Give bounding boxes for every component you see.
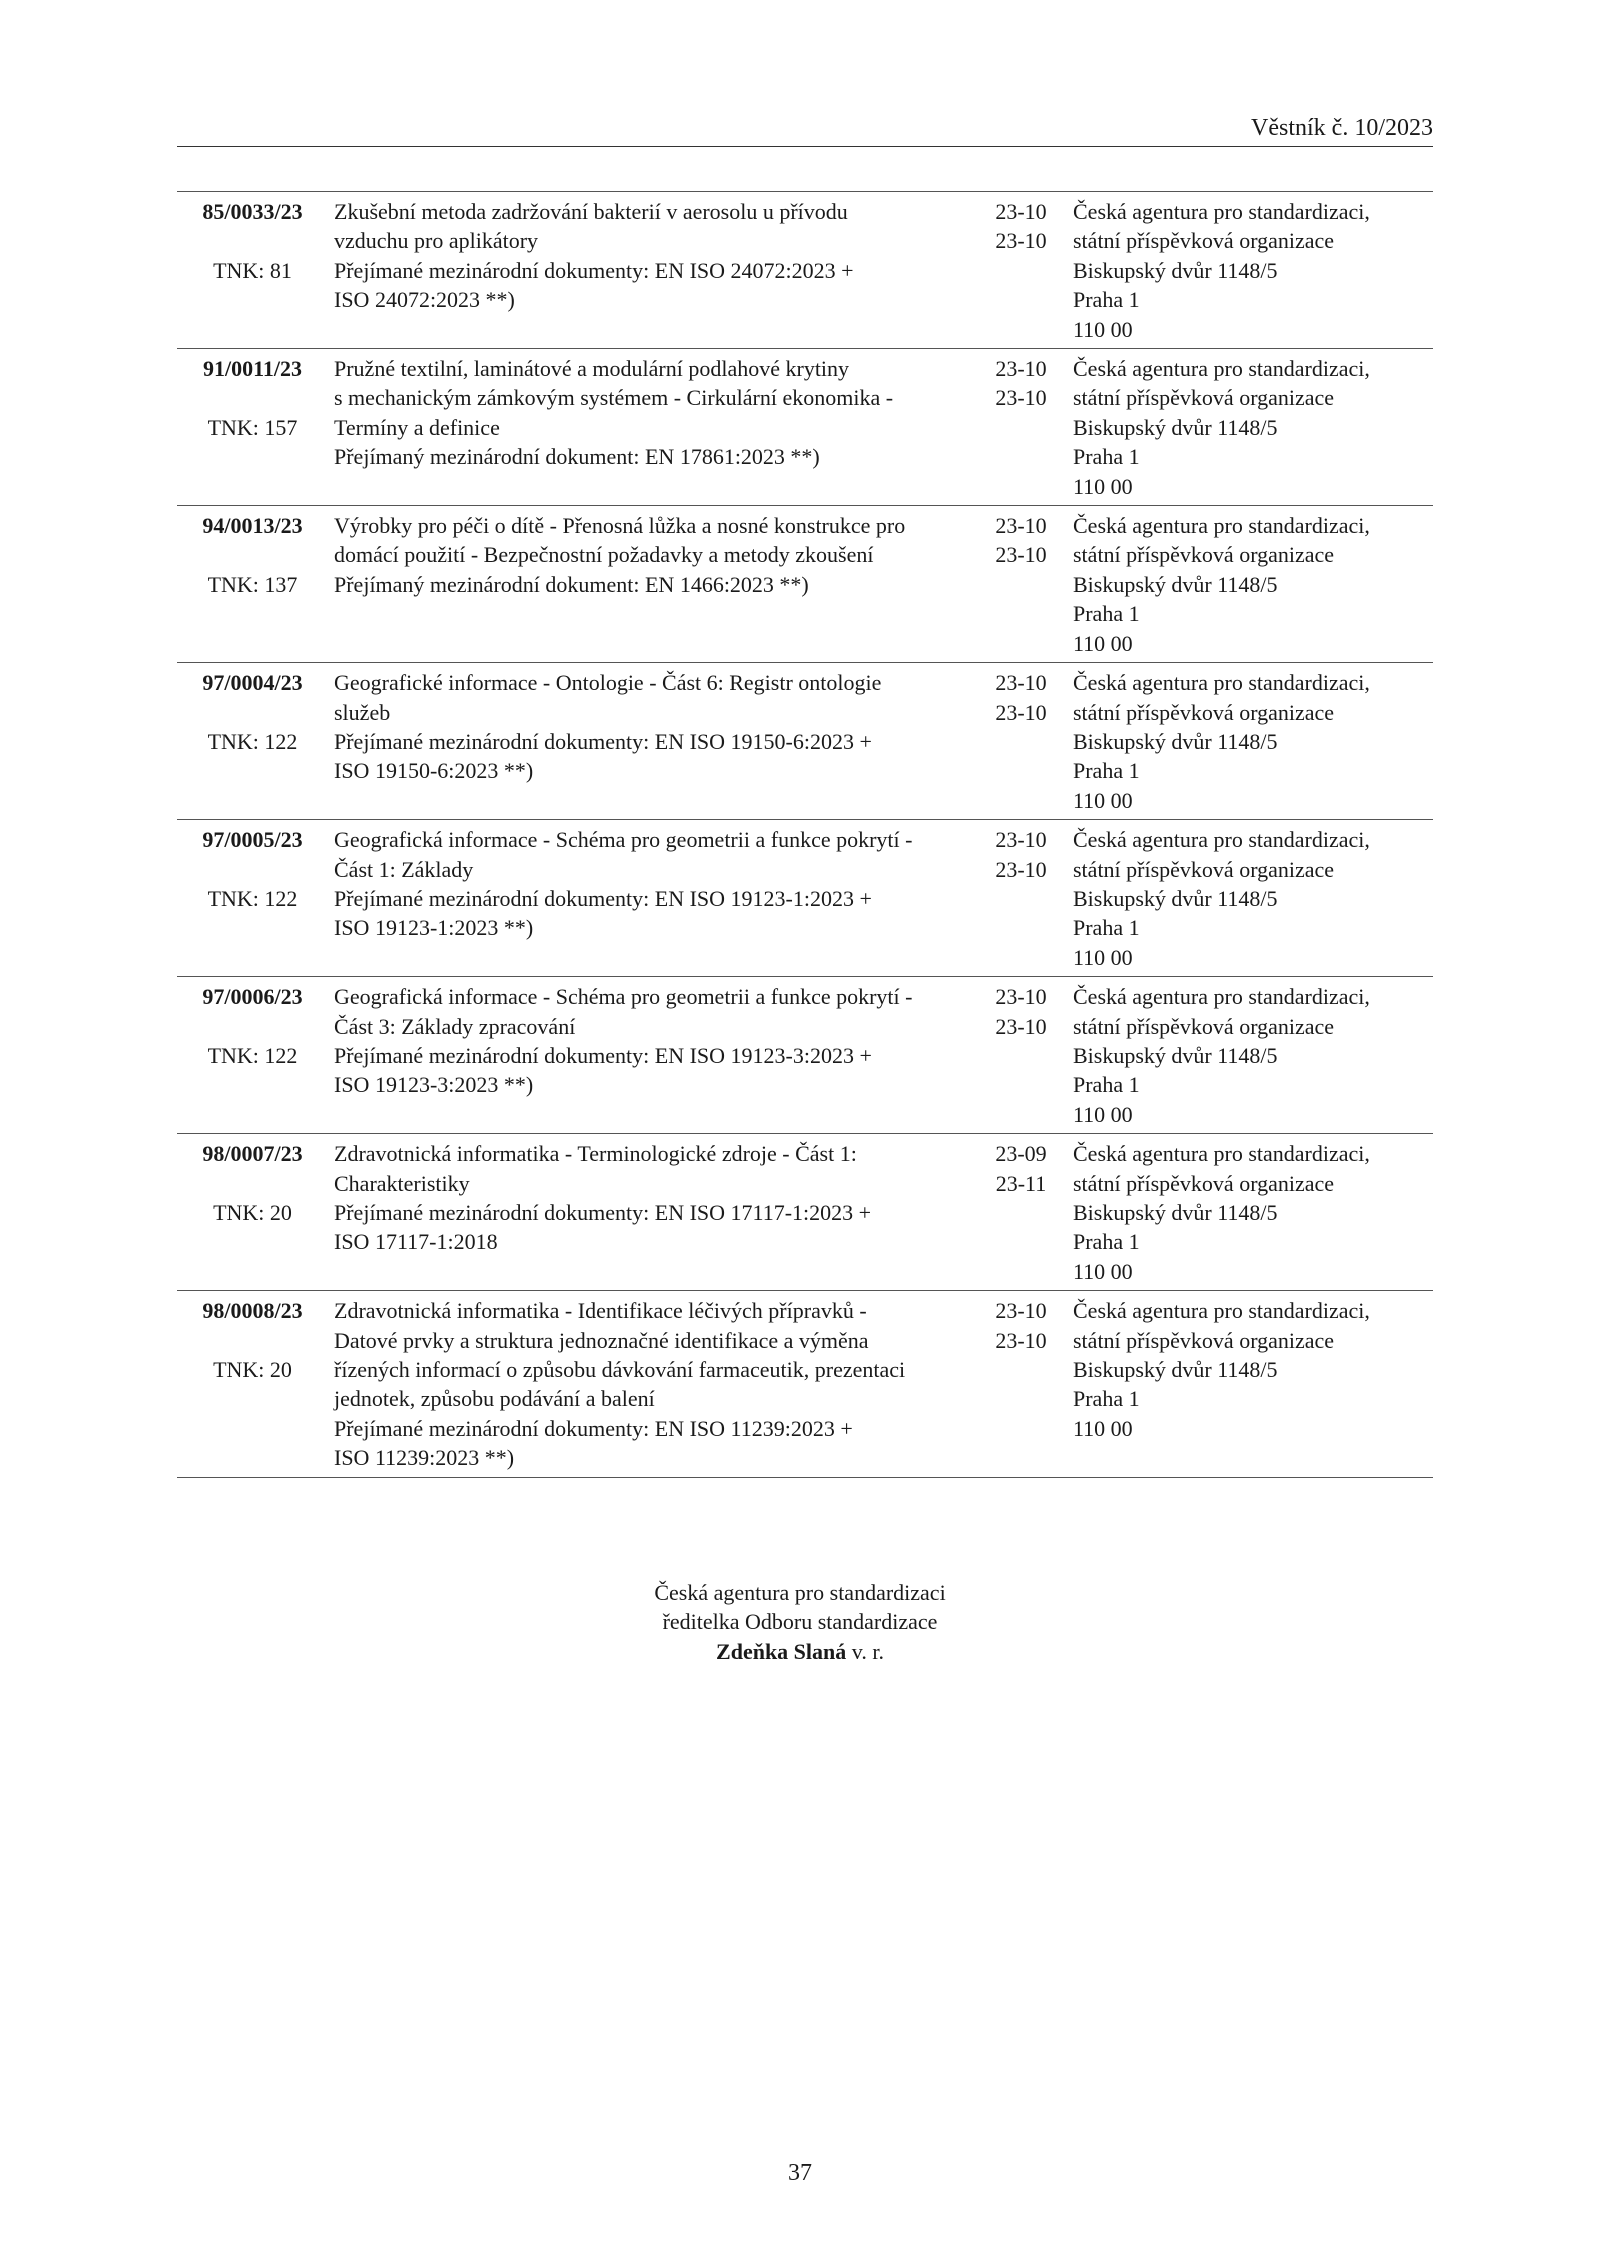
organization-cell <box>1066 825 1433 972</box>
title-line: Přejímané mezinárodní dokumenty: EN ISO 19123-3:2023 + <box>334 1042 872 1068</box>
organization-line: státní příspěvková organizace <box>1073 1170 1335 1196</box>
standard-id-cell <box>177 825 328 972</box>
title-line: Geografické informace - Ontologie - Část 6: Registr ontologie <box>334 670 882 696</box>
organization-line: Česká agentura pro standardizaci, <box>1073 984 1370 1010</box>
standard-number: 94/0013/23 <box>202 513 303 539</box>
organization-line: Biskupský dvůr 1148/5 <box>1073 1200 1278 1225</box>
title-line: Zkušební metoda zadržování bakterií v aerosolu u přívodu <box>334 199 848 224</box>
page-header <box>177 112 1433 147</box>
title-line: ISO 19150-6:2023 **) <box>334 758 534 784</box>
standard-number: 97/0005/23 <box>202 827 303 853</box>
title-line: jednotek, způsobu podávání a balení <box>334 1386 655 1412</box>
page-number: 37 <box>788 2160 812 2186</box>
standard-title-cell <box>328 668 976 815</box>
organization-line: Česká agentura pro standardizaci, <box>1073 199 1370 224</box>
table-row <box>177 192 1433 349</box>
organization-line: 110 00 <box>1073 316 1133 342</box>
organization-line: Praha 1 <box>1073 758 1140 784</box>
dates-cell <box>976 825 1066 972</box>
standard-title-cell <box>328 982 976 1129</box>
journal-title: Věstník č. 10/2023 <box>1251 115 1433 141</box>
date-value: 23-10 <box>995 1298 1047 1324</box>
title-line: Přejímaný mezinárodní dokument: EN 1466:2023 **) <box>334 571 809 597</box>
title-line: Geografická informace - Schéma pro geometrii a funkce pokrytí - <box>334 827 913 853</box>
dates-cell <box>976 354 1066 501</box>
title-line: Přejímané mezinárodní dokumenty: EN ISO 24072:2023 + <box>334 257 854 283</box>
organization-line: Česká agentura pro standardizaci, <box>1073 1298 1370 1324</box>
standard-number: 97/0004/23 <box>202 670 303 696</box>
date-value: 23-10 <box>995 856 1047 882</box>
table-row <box>177 977 1433 1134</box>
date-value: 23-10 <box>995 513 1047 539</box>
organization-line: Praha 1 <box>1073 287 1140 313</box>
organization-line: 110 00 <box>1073 1258 1133 1284</box>
standard-id-cell <box>177 354 328 501</box>
dates-cell <box>976 982 1066 1129</box>
organization-line: Česká agentura pro standardizaci, <box>1073 513 1370 539</box>
title-line: Geografická informace - Schéma pro geometrii a funkce pokrytí - <box>334 984 913 1010</box>
organization-line: 110 00 <box>1073 1101 1133 1127</box>
standard-id-cell <box>177 1139 328 1286</box>
organization-line: státní příspěvková organizace <box>1073 1013 1335 1039</box>
title-line: řízených informací o způsobu dávkování farmaceutik, prezentaci <box>334 1357 906 1383</box>
organization-cell <box>1066 1139 1433 1286</box>
tnk-label: TNK: 20 <box>213 1357 292 1383</box>
standard-id-cell <box>177 1296 328 1472</box>
date-value: 23-10 <box>995 984 1047 1010</box>
organization-line: 110 00 <box>1073 630 1133 656</box>
standard-number: 85/0033/23 <box>202 199 303 224</box>
title-line: ISO 19123-1:2023 **) <box>334 915 534 941</box>
title-line: Přejímané mezinárodní dokumenty: EN ISO 19123-1:2023 + <box>334 885 872 911</box>
title-line: s mechanickým zámkovým systémem - Cirkulární ekonomika - <box>334 385 894 411</box>
date-value: 23-10 <box>995 699 1047 725</box>
standard-title-cell <box>328 1296 976 1472</box>
dates-cell <box>976 1296 1066 1472</box>
title-line: ISO 17117-1:2018 <box>334 1229 498 1255</box>
organization-line: 110 00 <box>1073 1415 1133 1441</box>
table-row <box>177 820 1433 977</box>
organization-line: Biskupský dvůr 1148/5 <box>1073 1042 1278 1068</box>
organization-cell <box>1066 982 1433 1129</box>
date-value: 23-10 <box>995 385 1047 411</box>
standard-title-cell <box>328 1139 976 1286</box>
dates-cell <box>976 511 1066 658</box>
organization-line: Česká agentura pro standardizaci, <box>1073 827 1370 853</box>
title-line: Část 1: Základy <box>334 856 474 882</box>
standard-title-cell <box>328 511 976 658</box>
standards-table <box>177 191 1433 1478</box>
organization-line: Praha 1 <box>1073 1072 1140 1098</box>
organization-line: státní příspěvková organizace <box>1073 1327 1335 1353</box>
standard-id-cell <box>177 668 328 815</box>
date-value: 23-09 <box>995 1141 1047 1167</box>
title-line: ISO 19123-3:2023 **) <box>334 1072 534 1098</box>
organization-line: Biskupský dvůr 1148/5 <box>1073 885 1278 911</box>
dates-cell <box>976 1139 1066 1286</box>
title-line: Přejímané mezinárodní dokumenty: EN ISO 11239:2023 + <box>334 1415 853 1441</box>
tnk-label: TNK: 122 <box>207 885 298 911</box>
standard-id-cell <box>177 197 328 344</box>
title-line: Pružné textilní, laminátové a modulární podlahové krytiny <box>334 356 850 382</box>
organization-cell <box>1066 197 1433 344</box>
organization-line: Biskupský dvůr 1148/5 <box>1073 571 1278 597</box>
signature-name: Zdeňka Slaná <box>716 1638 847 1664</box>
tnk-label: TNK: 157 <box>207 414 298 440</box>
organization-line: Biskupský dvůr 1148/5 <box>1073 1357 1278 1383</box>
title-line: Výrobky pro péči o dítě - Přenosná lůžka a nosné konstrukce pro <box>334 513 906 539</box>
organization-line: 110 00 <box>1073 473 1133 499</box>
signature-block <box>0 1578 1600 1666</box>
date-value: 23-11 <box>995 1170 1047 1196</box>
title-line: Termíny a definice <box>334 414 500 440</box>
organization-line: státní příspěvková organizace <box>1073 699 1335 725</box>
table-row <box>177 349 1433 506</box>
date-value: 23-10 <box>995 670 1047 696</box>
date-value: 23-10 <box>995 228 1047 254</box>
organization-line: 110 00 <box>1073 787 1133 813</box>
title-line: Přejímané mezinárodní dokumenty: EN ISO 17117-1:2023 + <box>334 1200 872 1225</box>
organization-line: Praha 1 <box>1073 915 1140 941</box>
dates-cell <box>976 668 1066 815</box>
standard-title-cell <box>328 197 976 344</box>
organization-line: 110 00 <box>1073 944 1133 970</box>
organization-line: Praha 1 <box>1073 444 1140 470</box>
title-line: ISO 11239:2023 **) <box>334 1445 515 1471</box>
organization-line: státní příspěvková organizace <box>1073 542 1335 568</box>
title-line: vzduchu pro aplikátory <box>334 228 539 254</box>
organization-line: státní příspěvková organizace <box>1073 385 1335 411</box>
signature-agency: Česká agentura pro standardizaci <box>654 1580 946 1605</box>
organization-line: Praha 1 <box>1073 1386 1140 1412</box>
organization-line: Česká agentura pro standardizaci, <box>1073 670 1370 696</box>
standard-number: 97/0006/23 <box>202 984 303 1010</box>
standard-id-cell <box>177 982 328 1129</box>
table-row <box>177 1291 1433 1477</box>
title-line: služeb <box>334 699 391 725</box>
date-value: 23-10 <box>995 356 1047 382</box>
title-line: Datové prvky a struktura jednoznačné identifikace a výměna <box>334 1327 869 1353</box>
date-value: 23-10 <box>995 1327 1047 1353</box>
organization-line: Biskupský dvůr 1148/5 <box>1073 728 1278 754</box>
title-line: Zdravotnická informatika - Terminologické zdroje - Část 1: <box>334 1141 857 1167</box>
standard-number: 98/0008/23 <box>202 1298 303 1324</box>
tnk-label: TNK: 20 <box>213 1199 292 1225</box>
signature-name-line <box>0 1637 1600 1666</box>
organization-cell <box>1066 354 1433 501</box>
standard-title-cell <box>328 825 976 972</box>
standard-number: 98/0007/23 <box>202 1141 303 1167</box>
organization-line: Praha 1 <box>1073 601 1140 627</box>
table-row <box>177 1134 1433 1291</box>
standard-id-cell <box>177 511 328 658</box>
tnk-label: TNK: 81 <box>213 257 292 283</box>
title-line: Přejímaný mezinárodní dokument: EN 17861:2023 **) <box>334 444 820 470</box>
tnk-label: TNK: 137 <box>207 571 298 597</box>
organization-cell <box>1066 511 1433 658</box>
dates-cell <box>976 197 1066 344</box>
organization-line: státní příspěvková organizace <box>1073 856 1335 882</box>
title-line: Charakteristiky <box>334 1170 470 1196</box>
tnk-label: TNK: 122 <box>207 1042 298 1068</box>
table-row <box>177 663 1433 820</box>
organization-line: Biskupský dvůr 1148/5 <box>1073 414 1278 440</box>
organization-cell <box>1066 668 1433 815</box>
title-line: Přejímané mezinárodní dokumenty: EN ISO 19150-6:2023 + <box>334 728 872 754</box>
organization-line: Praha 1 <box>1073 1229 1140 1255</box>
tnk-label: TNK: 122 <box>207 728 298 754</box>
organization-line: Biskupský dvůr 1148/5 <box>1073 257 1278 283</box>
title-line: Zdravotnická informatika - Identifikace léčivých přípravků - <box>334 1298 867 1324</box>
signature-suffix: v. r. <box>846 1638 884 1664</box>
organization-line: Česká agentura pro standardizaci, <box>1073 1141 1370 1167</box>
title-line: ISO 24072:2023 **) <box>334 287 515 313</box>
organization-cell <box>1066 1296 1433 1472</box>
organization-line: státní příspěvková organizace <box>1073 228 1335 254</box>
organization-line: Česká agentura pro standardizaci, <box>1073 356 1370 382</box>
standard-title-cell <box>328 354 976 501</box>
signature-role: ředitelka Odboru standardizace <box>662 1609 938 1635</box>
date-value: 23-10 <box>995 542 1047 568</box>
standard-number: 91/0011/23 <box>202 356 302 382</box>
date-value: 23-10 <box>995 199 1047 224</box>
title-line: domácí použití - Bezpečnostní požadavky a metody zkoušení <box>334 542 874 568</box>
table-row <box>177 506 1433 663</box>
date-value: 23-10 <box>995 1013 1047 1039</box>
title-line: Část 3: Základy zpracování <box>334 1013 576 1039</box>
date-value: 23-10 <box>995 827 1047 853</box>
